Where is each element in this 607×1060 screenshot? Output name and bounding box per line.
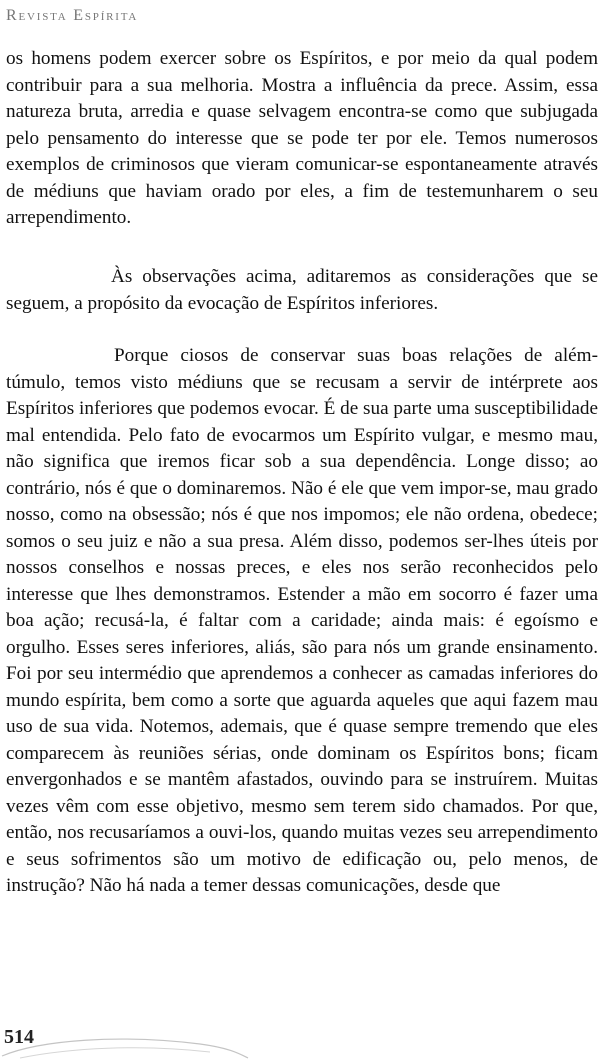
body-paragraph-1: os homens podem exercer sobre os Espíritos, e por meio da qual podem contribuir para a sua melhoria. Mostra a influência da prece. Assim, essa natureza bruta, arredia e quase selvagem encontra-se como que subjugada pelo pensamento do interesse que se pode ter por ele. Temos numerosos exemplos de criminosos que vieram comunicar-se espontaneamente através de médiuns que haviam orado por eles, a fim de testemunharem o seu arrependimento. xyxy=(6,48,598,228)
body-paragraph-2: Às observações acima, aditaremos as considerações que se seguem, a propósito da evocação de Espíritos inferiores. xyxy=(6,266,598,314)
page-number: 514 xyxy=(4,1026,34,1048)
running-header: Revista Espírita xyxy=(6,7,139,24)
body-paragraph-3: Porque ciosos de conservar suas boas relações de além-túmulo, temos visto médiuns que se recusam a servir de intérprete aos Espíritos inferiores que podemos evocar. É de sua parte uma susceptibilidade mal entendida. Pelo fato de evocarmos um Espírito vulgar, e mesmo mau, não significa que iremos ficar sob a sua dependência. Longe disso; ao contrário, nós é que o dominaremos. Não é ele que vem impor-se, mau grado nosso, como na obsessão; nós é que nos impomos; ele não ordena, obedece; somos o seu juiz e não a sua presa. Além disso, podemos ser-lhes úteis por nossos conselhos e nossas preces, e eles nos serão reconhecidos pelo interesse que lhes demonstramos. Estender a mão em socorro é fazer uma boa ação; recusá-la, é faltar com a caridade; ainda mais: é egoísmo e orgulho. Esses seres inferiores, aliás, são para nós um grande ensinamento. Foi por seu intermédio que aprendemos a conhecer as camadas inferiores do mundo espírita, bem como a sorte que aguarda aqueles que aqui fazem mau uso de sua vida. Notemos, ademais, que é quase sempre tremendo que eles comparecem às reuniões sérias, onde dominam os Espíritos bons; ficam envergonhados e se mantêm afastados, ouvindo para se instruírem. Muitas vezes vêm com esse objetivo, mesmo sem terem sido chamados. Por que, então, nos recusaríamos a ouvi-los, quando muitas vezes seu arrependimento e seus sofrimentos são um motivo de edificação ou, pelo menos, de instrução? Não há nada a temer dessas comunicações, desde que xyxy=(6,345,598,896)
decorative-swoosh xyxy=(0,1030,250,1060)
